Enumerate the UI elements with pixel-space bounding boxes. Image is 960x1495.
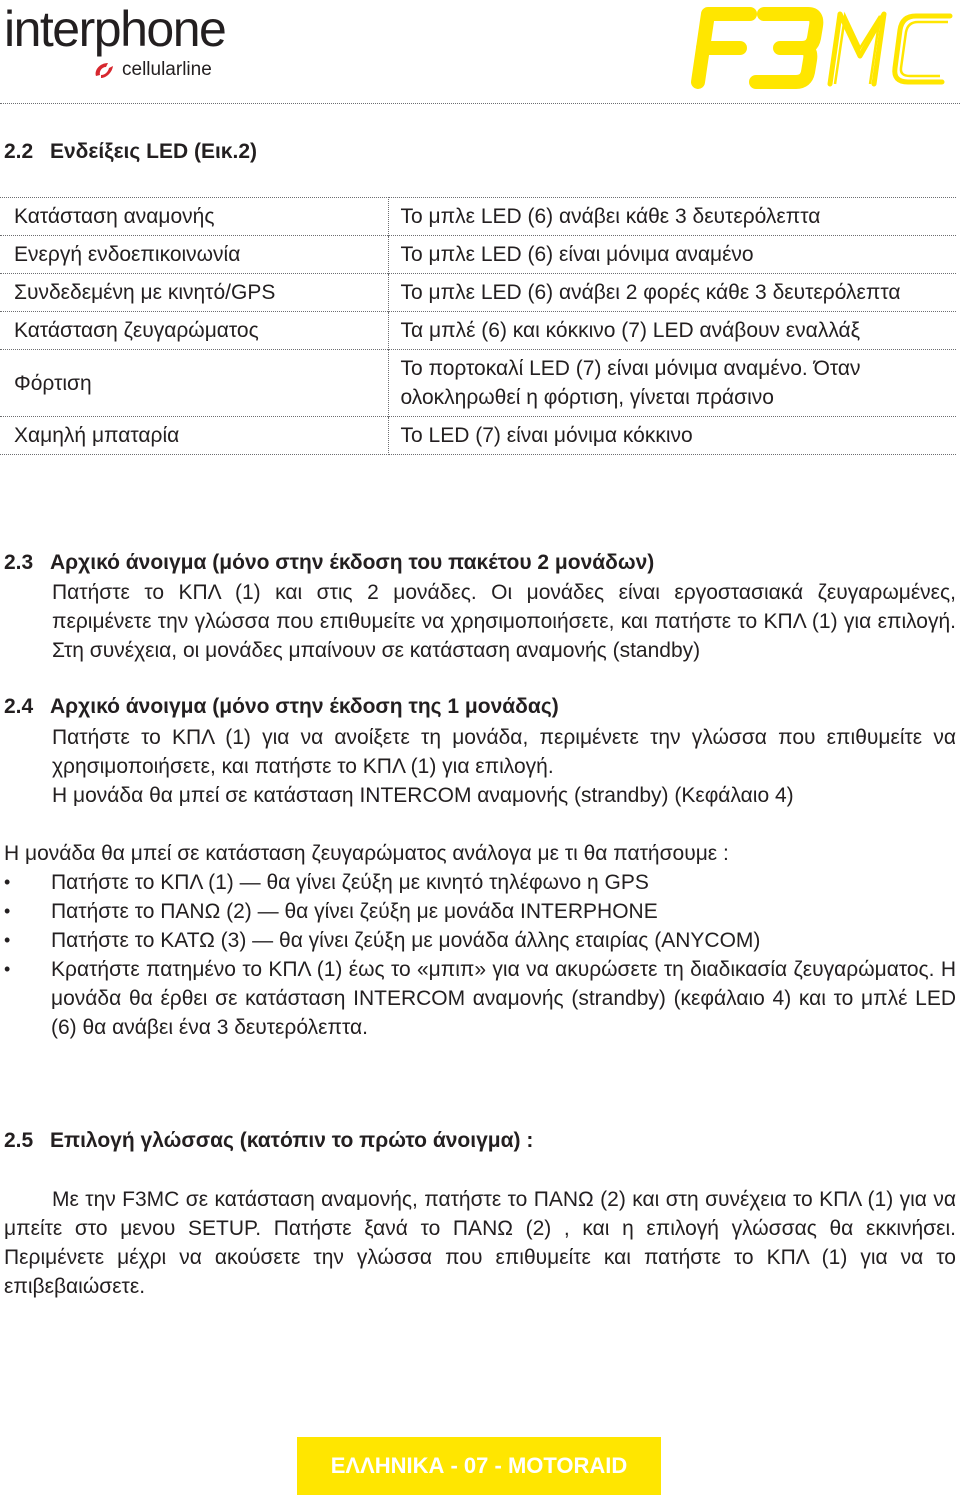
list-item-text: Κρατήστε πατημένο το ΚΠΛ (1) έως το «μπιπ» για να ακυρώσετε τη διαδικασία ζευγαρώματος. Η μονάδα θα έρθει σε κατάσταση INTERCOM αναμονής (strandby) (κεφάλαιο 4) και το μπλέ LED (6) θα ανάβει ένα 3 δευτερόλεπτα. xyxy=(51,958,956,1039)
list-item xyxy=(4,897,956,926)
led-state-cell: Ενεργή ενδοεπικοινωνία xyxy=(0,236,388,274)
led-state-cell: Χαμηλή μπαταρία xyxy=(0,417,388,455)
bullet-icon: • xyxy=(4,872,11,892)
table-row xyxy=(0,417,956,455)
section-2-5-body: Με την F3MC σε κατάσταση αναμονής, πατήστε το ΠΑΝΩ (2) και στη συνέχεια το ΚΠΛ (1) για να μπείτε στο μενου SETUP. Πατήστε ξανά το ΠΑΝΩ (2) , και η επιλογή γλώσσας θα εκκινήσει. Περιμένετε μέχρι να ακούσετε την γλώσσα που επιθυμείτε και πατήστε το ΚΠΛ (1) για να το επιβεβαιώσετε. xyxy=(4,1188,956,1298)
header-divider xyxy=(0,103,960,104)
cellularline-swoosh-icon xyxy=(92,60,116,80)
led-indications-table xyxy=(0,197,956,455)
section-2-4-body: Πατήστε το ΚΠΛ (1) για να ανοίξετε τη μονάδα, περιμένετε την γλώσσα που επιθυμείτε να χρησιμοποιήσετε, και πατήστε το ΚΠΛ (1) για επιλογή. xyxy=(52,726,956,778)
page-header xyxy=(0,0,960,105)
section-number: 2.5 xyxy=(4,1129,34,1152)
section-title: Αρχικό άνοιγμα (μόνο στην έκδοση του πακέτου 2 μονάδων) xyxy=(50,551,655,574)
f3mc-product-logo xyxy=(684,4,956,100)
list-item-text: Πατήστε το ΚΑΤΩ (3) — θα γίνει ζεύξη με μονάδα άλλης εταιρίας (ANYCOM) xyxy=(51,929,761,952)
f3mc-logo-graphic xyxy=(684,4,956,90)
table-row xyxy=(0,274,956,312)
section-number: 2.2 xyxy=(4,140,34,163)
section-2-4-heading xyxy=(4,694,559,720)
led-state-cell: Φόρτιση xyxy=(0,350,388,417)
section-title: Ενδείξεις LED (Εικ.2) xyxy=(50,140,258,163)
led-desc-cell: Το πορτοκαλί LED (7) είναι μόνιμα αναμένο. Όταν ολοκληρωθεί η φόρτιση, γίνεται πράσινο xyxy=(388,350,956,417)
interphone-logo: interphone xyxy=(4,1,226,57)
led-state-cell: Συνδεδεμένη με κινητό/GPS xyxy=(0,274,388,312)
led-state-cell: Κατάσταση ζευγαρώματος xyxy=(0,312,388,350)
list-item xyxy=(4,868,956,897)
list-item-text: Πατήστε το ΚΠΛ (1) — θα γίνει ζεύξη με κινητό τηλέφωνο η GPS xyxy=(51,871,649,894)
section-title: Επιλογή γλώσσας (κατόπιν το πρώτο άνοιγμα) : xyxy=(50,1129,534,1152)
section-2-4-intro: Η μονάδα θα μπεί σε κατάσταση ζευγαρώματος ανάλογα με τι θα πατήσουμε : xyxy=(4,842,729,865)
bullet-icon: • xyxy=(4,901,11,921)
led-desc-cell: Το μπλε LED (6) ανάβει 2 φορές κάθε 3 δευτερόλεπτα xyxy=(388,274,956,312)
page-footer-label: ΕΛΛΗΝΙΚΑ - 07 - MOTORAID xyxy=(297,1437,661,1495)
section-title: Αρχικό άνοιγμα (μόνο στην έκδοση της 1 μονάδας) xyxy=(50,695,559,718)
cellularline-wordmark: cellularline xyxy=(122,59,212,80)
section-2-4-body-2: Η μονάδα θα μπεί σε κατάσταση INTERCOM αναμονής (strandby) (Κεφάλαιο 4) xyxy=(52,784,794,807)
led-desc-cell: Τα μπλέ (6) και κόκκινο (7) LED ανάβουν εναλλάξ xyxy=(388,312,956,350)
table-row xyxy=(0,350,956,417)
section-2-3-heading xyxy=(4,550,654,576)
led-desc-cell: Το LED (7) είναι μόνιμα κόκκινο xyxy=(388,417,956,455)
section-number: 2.4 xyxy=(4,695,34,718)
bullet-icon: • xyxy=(4,959,11,979)
bullet-icon: • xyxy=(4,930,11,950)
section-number: 2.3 xyxy=(4,551,34,574)
section-2-3-body: Πατήστε το ΚΠΛ (1) και στις 2 μονάδες. Οι μονάδες είναι εργοστασιακά ζευγαρωμένες, περιμένετε την γλώσσα που επιθυμείτε να χρησιμοποιήσετε, και πατήστε το ΚΠΛ (1) για επιλογή. Στη συνέχεια, οι μονάδες μπαίνουν σε κατάσταση αναμονής (standby) xyxy=(52,581,956,662)
section-2-2-heading xyxy=(4,139,257,165)
pairing-options-list xyxy=(4,868,956,1042)
table-row xyxy=(0,236,956,274)
led-desc-cell: Το μπλε LED (6) ανάβει κάθε 3 δευτερόλεπτα xyxy=(388,198,956,236)
list-item xyxy=(4,955,956,1042)
led-desc-cell: Το μπλε LED (6) είναι μόνιμα αναμένο xyxy=(388,236,956,274)
led-state-cell: Κατάσταση αναμονής xyxy=(0,198,388,236)
list-item xyxy=(4,926,956,955)
section-2-5-heading xyxy=(4,1128,533,1154)
table-row xyxy=(0,198,956,236)
list-item-text: Πατήστε το ΠΑΝΩ (2) — θα γίνει ζεύξη με μονάδα INTERPHONE xyxy=(51,900,658,923)
table-row xyxy=(0,312,956,350)
